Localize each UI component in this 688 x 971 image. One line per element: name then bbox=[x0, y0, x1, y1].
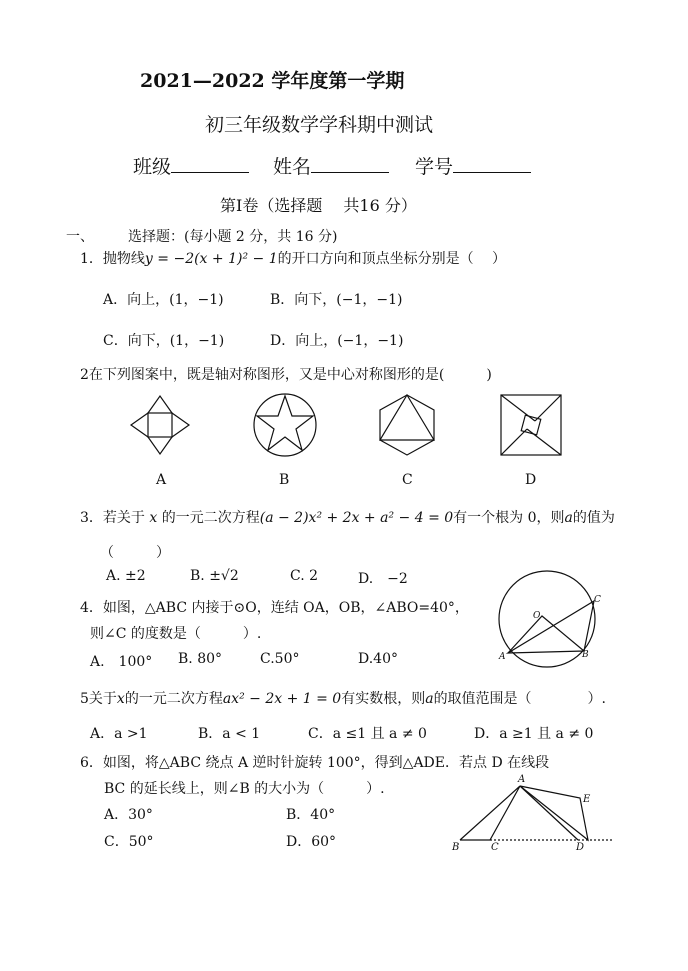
q3-option-a: A. ±2 bbox=[106, 568, 146, 584]
question-5 bbox=[80, 688, 606, 708]
question-6-line-2: BC 的延长线上，则∠B 的大小为（ ）. bbox=[104, 781, 385, 797]
question-3 bbox=[80, 507, 615, 527]
q5-option-b: B．a < 1 bbox=[198, 726, 261, 742]
q6-label-a: A bbox=[518, 774, 526, 785]
q5-var-x: x bbox=[116, 691, 125, 707]
year-term-title: 2021—2022 学年度第一学期 bbox=[140, 70, 405, 92]
q4-option-d: D.40° bbox=[358, 651, 398, 667]
q2-label-d: D bbox=[525, 472, 537, 488]
q5-option-d: D．a ≥1 且 a ≠ 0 bbox=[474, 726, 594, 742]
q2-figure-a bbox=[129, 394, 191, 456]
q1-option-c: C．向下，(1，−1) bbox=[103, 333, 225, 349]
q3-option-d: D. −2 bbox=[358, 571, 408, 587]
q3-var-a: a bbox=[564, 510, 573, 526]
q6-option-b: B．40° bbox=[286, 807, 336, 823]
section-heading: 选择题：(每小题 2 分，共 16 分) bbox=[128, 229, 338, 245]
q4-option-a: A. 100° bbox=[90, 654, 153, 670]
q4-label-c: C bbox=[594, 595, 601, 605]
q4-label-b: B bbox=[582, 650, 589, 660]
question-4-line-1: 4．如图，△ABC 内接于⊙O，连结 OA，OB，∠ABO=40°， bbox=[80, 600, 469, 616]
q3-prefix: 3．若关于 bbox=[80, 510, 145, 526]
class-blank bbox=[171, 158, 249, 173]
q1-option-b: B．向下，(−1，−1) bbox=[270, 292, 403, 308]
q5-mid: 的一元二次方程 bbox=[124, 691, 223, 707]
exam-title: 初三年级数学学科期中测试 bbox=[205, 114, 434, 136]
q4-label-a: A bbox=[499, 652, 506, 662]
q3-mid: 的一元二次方程 bbox=[161, 510, 260, 526]
question-6-line-1: 6．如图，将△ABC 绕点 A 逆时针旋转 100°，得到△ADE．若点 D 在线段 bbox=[80, 755, 550, 771]
q2-label-a: A bbox=[156, 472, 167, 488]
q6-label-e: E bbox=[583, 794, 591, 805]
q6-label-d: D bbox=[576, 842, 585, 853]
q3-expression: (a − 2)x² + 2x + a² − 4 = 0 bbox=[259, 510, 454, 526]
q5-expression: ax² − 2x + 1 = 0 bbox=[222, 691, 342, 707]
q2-figure-c bbox=[376, 393, 438, 457]
q2-figure-d bbox=[499, 393, 563, 457]
q1-option-d: D．向上，(−1，−1) bbox=[270, 333, 404, 349]
q6-option-d: D．60° bbox=[286, 834, 337, 850]
q3-option-b: B. ±√2 bbox=[190, 568, 239, 584]
q1-prefix: 1．抛物线 bbox=[80, 251, 145, 267]
q4-option-b: B. 80° bbox=[178, 651, 223, 667]
q6-option-a: A．30° bbox=[104, 807, 153, 823]
q6-label-c: C bbox=[491, 842, 499, 853]
question-2: 2在下列图案中，既是轴对称图形，又是中心对称图形的是( ) bbox=[80, 367, 492, 383]
section-number: 一、 bbox=[66, 229, 94, 245]
q3-var-x: x bbox=[149, 510, 158, 526]
q5-suffix: 有实数根，则 bbox=[341, 691, 426, 707]
question-1 bbox=[80, 248, 506, 268]
student-id-field bbox=[415, 152, 531, 179]
q6-figure-rotation bbox=[450, 778, 615, 848]
q5-option-c: C．a ≤1 且 a ≠ 0 bbox=[308, 726, 427, 742]
student-id-label: 学号 bbox=[415, 156, 454, 178]
q4-figure-circle bbox=[490, 568, 610, 668]
q3-answer-paren: （ ） bbox=[100, 545, 170, 561]
q1-suffix: 的开口方向和顶点坐标分别是（ ） bbox=[277, 251, 507, 267]
q6-option-c: C．50° bbox=[104, 834, 154, 850]
question-4-line-2: 则∠C 的度数是（ ）. bbox=[90, 626, 262, 642]
q1-expression: y = −2(x + 1)² − 1 bbox=[144, 251, 278, 267]
q2-label-b: B bbox=[279, 472, 290, 488]
q1-option-a: A．向上，(1，−1) bbox=[103, 292, 224, 308]
q3-suffix: 有一个根为 0，则 bbox=[453, 510, 565, 526]
q5-prefix: 5关于 bbox=[80, 691, 117, 707]
q5-end: 的取值范围是（ ）. bbox=[433, 691, 607, 707]
q3-option-c: C. 2 bbox=[290, 568, 319, 584]
q5-var-a: a bbox=[425, 691, 434, 707]
q2-label-c: C bbox=[402, 472, 413, 488]
student-id-blank bbox=[453, 158, 531, 173]
name-label: 姓名 bbox=[273, 156, 312, 178]
q4-label-o: O bbox=[533, 611, 541, 621]
name-field bbox=[273, 152, 389, 179]
name-blank bbox=[311, 158, 389, 173]
q2-figure-b bbox=[252, 392, 318, 458]
q3-end: 的值为 bbox=[572, 510, 615, 526]
part-title: 第Ⅰ卷（选择题 共16 分） bbox=[220, 196, 417, 215]
q4-option-c: C.50° bbox=[260, 651, 300, 667]
class-field bbox=[133, 152, 249, 179]
class-label: 班级 bbox=[133, 156, 172, 178]
q5-option-a: A．a >1 bbox=[90, 726, 148, 742]
q6-label-b: B bbox=[452, 842, 460, 853]
